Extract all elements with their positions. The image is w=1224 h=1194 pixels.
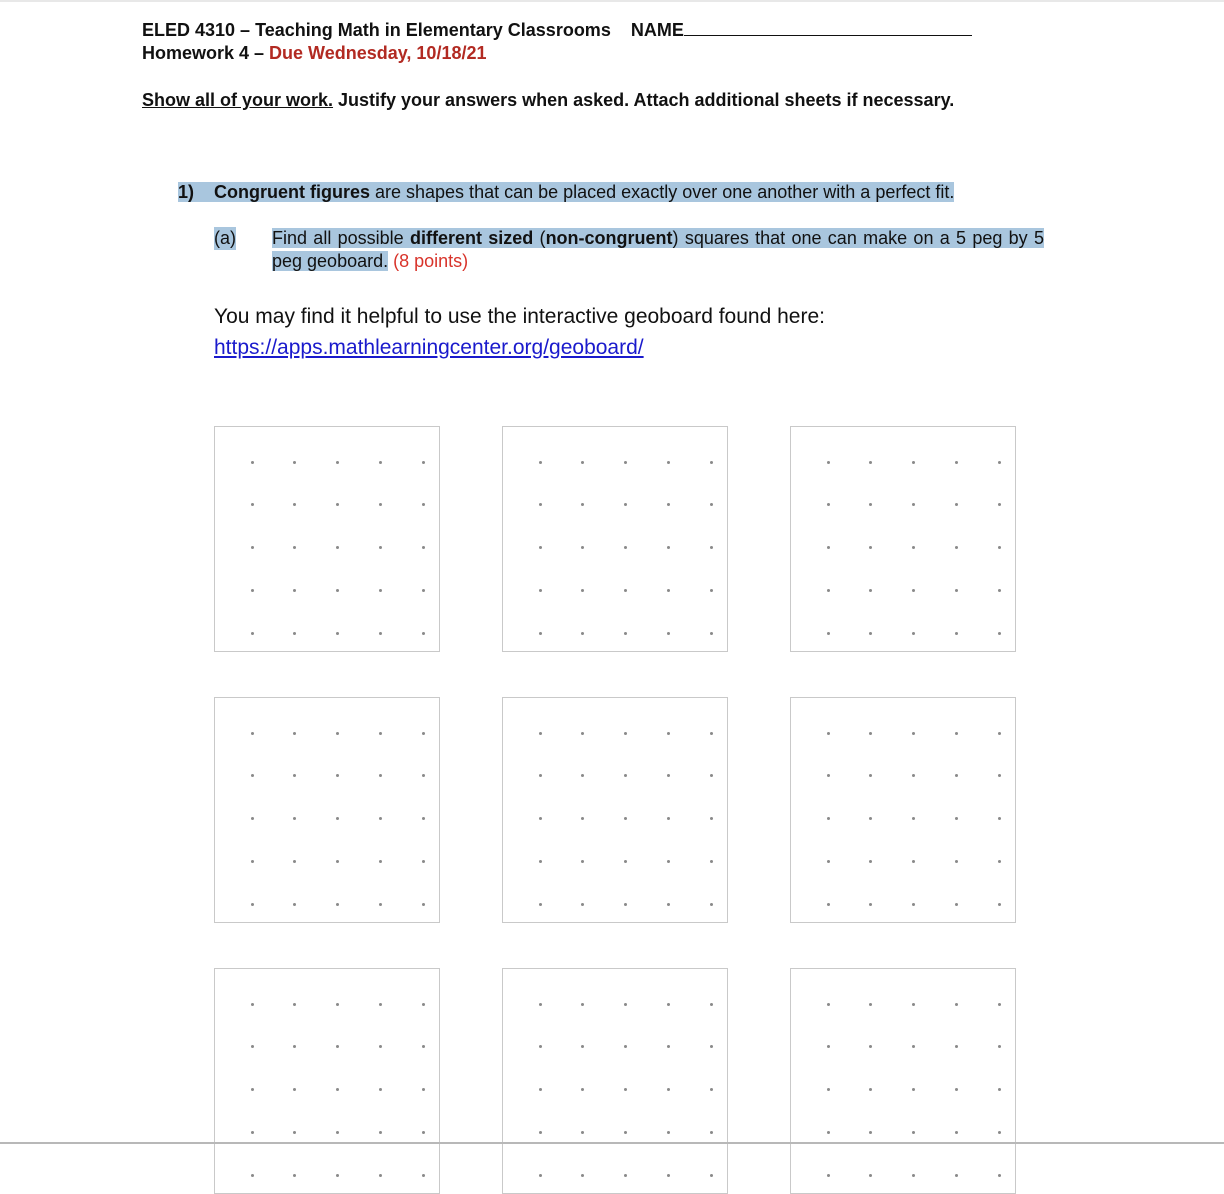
page-bottom-edge [0, 1142, 1224, 1144]
geoboard-peg [827, 1131, 830, 1134]
geoboard-peg [710, 860, 713, 863]
geoboard-peg [336, 1088, 339, 1091]
geoboard-peg [293, 546, 296, 549]
geoboard-peg [827, 732, 830, 735]
geoboard-peg [955, 903, 958, 906]
geoboard-peg [624, 461, 627, 464]
geoboard-peg [581, 817, 584, 820]
geoboard-peg [912, 1174, 915, 1177]
header-line-1 [142, 19, 972, 41]
geoboard-peg [827, 632, 830, 635]
geoboard-peg [624, 1174, 627, 1177]
geoboard-peg [912, 503, 915, 506]
geoboard-peg [581, 732, 584, 735]
geoboard-peg [624, 1045, 627, 1048]
geoboard-peg [998, 461, 1001, 464]
geoboard-peg [667, 1003, 670, 1006]
geoboard-peg [869, 732, 872, 735]
geoboard-peg [667, 503, 670, 506]
due-date: Due Wednesday, 10/18/21 [269, 43, 487, 63]
geoboard-peg [869, 632, 872, 635]
geoboard-peg [710, 774, 713, 777]
geoboard-peg [955, 546, 958, 549]
geoboard-peg [251, 1003, 254, 1006]
geoboard-peg [912, 1045, 915, 1048]
geoboard-peg [912, 461, 915, 464]
geoboard-peg [293, 903, 296, 906]
geoboard-peg [624, 817, 627, 820]
geoboard-peg [827, 903, 830, 906]
geoboard-peg [998, 632, 1001, 635]
geoboard-peg [667, 1045, 670, 1048]
geoboard-peg [827, 774, 830, 777]
geoboard-peg [336, 732, 339, 735]
geoboard-peg [539, 632, 542, 635]
geoboard-peg [624, 546, 627, 549]
geoboard-peg [251, 1045, 254, 1048]
geoboard-peg [336, 860, 339, 863]
geoboard[interactable] [502, 968, 728, 1194]
geoboard-peg [710, 1045, 713, 1048]
geoboard-peg [379, 817, 382, 820]
geoboard-peg [251, 1088, 254, 1091]
show-work-text: Show all of your work. [142, 90, 334, 110]
geoboard-peg [379, 461, 382, 464]
geoboard-peg [539, 732, 542, 735]
geoboard-peg [955, 589, 958, 592]
geoboard-peg [379, 589, 382, 592]
geoboard-peg [581, 1003, 584, 1006]
geoboard-peg [827, 589, 830, 592]
geoboard-peg [912, 1003, 915, 1006]
geoboard-peg [955, 1045, 958, 1048]
geoboard-peg [336, 632, 339, 635]
geoboard-peg [581, 632, 584, 635]
non-congruent-term: non-congruent [545, 228, 673, 248]
geoboard-peg [539, 589, 542, 592]
geoboard-peg [955, 860, 958, 863]
geoboard-peg [624, 860, 627, 863]
geoboard-peg [710, 817, 713, 820]
geoboard-peg [827, 503, 830, 506]
geoboard-peg [667, 546, 670, 549]
geoboard[interactable] [502, 697, 728, 923]
geoboard-peg [667, 817, 670, 820]
geoboard-peg [422, 1174, 425, 1177]
geoboard-peg [379, 503, 382, 506]
geoboard-peg [539, 503, 542, 506]
geoboard-peg [422, 632, 425, 635]
geoboard-peg [710, 503, 713, 506]
geoboard-peg [379, 1174, 382, 1177]
geoboard-peg [710, 1088, 713, 1091]
geoboard-peg [336, 503, 339, 506]
geoboard-peg [710, 903, 713, 906]
geoboard-peg [581, 774, 584, 777]
geoboard-peg [251, 461, 254, 464]
geoboard-peg [422, 461, 425, 464]
geoboard-peg [379, 1045, 382, 1048]
geoboard-peg [869, 1131, 872, 1134]
geoboard-peg [581, 1131, 584, 1134]
geoboard-peg [827, 1174, 830, 1177]
geoboard-peg [379, 903, 382, 906]
geoboard-peg [998, 1003, 1001, 1006]
geoboard-peg [998, 860, 1001, 863]
geoboard-peg [539, 546, 542, 549]
geoboard-peg [251, 589, 254, 592]
geoboard-peg [667, 903, 670, 906]
geoboard-peg [869, 774, 872, 777]
geoboard-peg [422, 1088, 425, 1091]
helper-text [214, 301, 825, 363]
geoboard-peg [869, 817, 872, 820]
geoboard-peg [293, 1088, 296, 1091]
name-label: NAME [630, 20, 684, 40]
geoboard-peg [710, 546, 713, 549]
instructions [142, 89, 972, 112]
geoboard-peg [251, 1174, 254, 1177]
geoboard-peg [869, 1174, 872, 1177]
geoboard[interactable] [214, 426, 440, 652]
geoboard-peg [710, 461, 713, 464]
geoboard-peg [422, 817, 425, 820]
geoboard-peg [998, 1174, 1001, 1177]
geoboard-peg [293, 1131, 296, 1134]
geoboard[interactable] [214, 697, 440, 923]
geoboard-peg [912, 732, 915, 735]
geoboard-peg [827, 461, 830, 464]
geoboard-peg [539, 1045, 542, 1048]
geoboard-peg [539, 461, 542, 464]
geoboard-peg [710, 632, 713, 635]
geoboard-peg [379, 1088, 382, 1091]
geoboard-peg [336, 1174, 339, 1177]
geoboard-peg [624, 1088, 627, 1091]
geoboard-peg [710, 1174, 713, 1177]
geoboard-peg [422, 546, 425, 549]
geoboard-peg [422, 589, 425, 592]
part-label: (a) [214, 228, 236, 248]
geoboard-peg [710, 1131, 713, 1134]
name-blank[interactable] [684, 19, 972, 36]
geoboard[interactable] [790, 426, 1016, 652]
geoboard-peg [624, 903, 627, 906]
geoboard-peg [251, 546, 254, 549]
geoboard-peg [624, 774, 627, 777]
geoboard-peg [379, 1003, 382, 1006]
geoboard-peg [293, 1174, 296, 1177]
geoboard-peg [336, 589, 339, 592]
geoboard-peg [710, 589, 713, 592]
geoboard-peg [827, 860, 830, 863]
geoboard[interactable] [502, 426, 728, 652]
geoboard-peg [955, 461, 958, 464]
geoboard-peg [998, 1088, 1001, 1091]
geoboard-peg [336, 903, 339, 906]
geoboard-peg [422, 732, 425, 735]
geoboard-peg [379, 1131, 382, 1134]
geoboard-peg [955, 1003, 958, 1006]
geoboard-peg [624, 1003, 627, 1006]
geoboard-peg [912, 1131, 915, 1134]
points-label: (8 points) [388, 251, 469, 271]
geoboard-peg [251, 632, 254, 635]
geoboard-peg [336, 774, 339, 777]
homework-label: Homework 4 – [142, 43, 270, 63]
geoboard-peg [955, 503, 958, 506]
geoboard-peg [539, 1174, 542, 1177]
geoboard-peg [869, 546, 872, 549]
geoboard-peg [955, 632, 958, 635]
question-definition: are shapes that can be placed exactly over one another with a perfect fit. [370, 182, 955, 202]
geoboard-peg [955, 1174, 958, 1177]
geoboard-peg [539, 860, 542, 863]
geoboard-peg [336, 1045, 339, 1048]
geoboard-peg [336, 817, 339, 820]
geoboard-peg [581, 1174, 584, 1177]
geoboard-peg [539, 1088, 542, 1091]
geoboard-peg [251, 860, 254, 863]
geoboard-peg [998, 903, 1001, 906]
geoboard-peg [955, 732, 958, 735]
instructions-rest: Justify your answers when asked. Attach additional sheets if necessary. [333, 90, 955, 110]
geoboard-peg [955, 1088, 958, 1091]
geoboard-peg [293, 732, 296, 735]
geoboard-peg [293, 503, 296, 506]
geoboard-peg [998, 732, 1001, 735]
geoboard-peg [667, 860, 670, 863]
geoboard-peg [581, 1045, 584, 1048]
geoboard-peg [251, 1131, 254, 1134]
geoboard-peg [998, 546, 1001, 549]
geoboard[interactable] [214, 968, 440, 1194]
geoboard-peg [912, 546, 915, 549]
geoboard-peg [422, 503, 425, 506]
geoboard-peg [998, 1045, 1001, 1048]
geoboard-peg [336, 1003, 339, 1006]
geoboard-peg [251, 817, 254, 820]
geoboard-peg [293, 1003, 296, 1006]
geoboard-peg [539, 1131, 542, 1134]
geoboard[interactable] [790, 968, 1016, 1194]
geoboard-peg [581, 860, 584, 863]
geoboard-peg [422, 1131, 425, 1134]
geoboard-peg [869, 1003, 872, 1006]
geoboard-peg [998, 774, 1001, 777]
geoboard-peg [710, 1003, 713, 1006]
geoboard-peg [422, 1003, 425, 1006]
geoboard-peg [293, 860, 296, 863]
geoboard-peg [539, 903, 542, 906]
geoboard-peg [869, 860, 872, 863]
geoboard-peg [827, 1003, 830, 1006]
geoboard-peg [251, 732, 254, 735]
geoboard-peg [581, 1088, 584, 1091]
geoboard-peg [912, 1088, 915, 1091]
geoboard-peg [869, 1045, 872, 1048]
geoboard-peg [955, 774, 958, 777]
geoboard-peg [251, 774, 254, 777]
geoboard-peg [293, 817, 296, 820]
geoboard-peg [624, 589, 627, 592]
geoboard-peg [955, 1131, 958, 1134]
geoboard-peg [912, 860, 915, 863]
header-line-2 [142, 42, 487, 64]
geoboard-peg [912, 817, 915, 820]
geoboard-peg [667, 1088, 670, 1091]
congruent-term: Congruent figures [214, 182, 370, 202]
geoboard-peg [955, 817, 958, 820]
geoboard-peg [251, 903, 254, 906]
geoboard-peg [624, 1131, 627, 1134]
geoboard-peg [667, 632, 670, 635]
geoboard-peg [379, 632, 382, 635]
geoboard-peg [869, 903, 872, 906]
geoboard-peg [869, 1088, 872, 1091]
geoboard-peg [422, 903, 425, 906]
geoboard-peg [869, 461, 872, 464]
geoboard-peg [912, 589, 915, 592]
geoboard-peg [293, 589, 296, 592]
geoboard-peg [827, 1045, 830, 1048]
geoboard-peg [827, 1088, 830, 1091]
geoboard-peg [293, 1045, 296, 1048]
part-text: Find all possible different sized (non-congruent) squares that one can make on a 5 peg by 5 peg geoboard. (8 points) [272, 228, 1044, 271]
geoboard-link[interactable]: https://apps.mathlearningcenter.org/geoboard/ [214, 336, 644, 359]
geoboard-peg [624, 503, 627, 506]
geoboard-peg [667, 589, 670, 592]
different-sized-term: different sized [409, 228, 534, 248]
geoboard-peg [624, 632, 627, 635]
helper-sentence: You may find it helpful to use the interactive geoboard found here: [214, 305, 825, 328]
course-title: ELED 4310 – Teaching Math in Elementary Classrooms [142, 20, 611, 40]
geoboard-peg [539, 1003, 542, 1006]
geoboard-peg [379, 546, 382, 549]
geoboard-peg [710, 732, 713, 735]
geoboard-peg [667, 1174, 670, 1177]
geoboard-peg [998, 817, 1001, 820]
geoboard-peg [869, 589, 872, 592]
geoboard-peg [581, 503, 584, 506]
geoboard-peg [422, 774, 425, 777]
geoboard-peg [827, 546, 830, 549]
question-number: 1) [178, 182, 195, 202]
geoboard-peg [379, 860, 382, 863]
geoboard-peg [998, 589, 1001, 592]
geoboard-peg [912, 774, 915, 777]
geoboard-peg [869, 503, 872, 506]
geoboard-peg [336, 461, 339, 464]
geoboard-peg [539, 817, 542, 820]
geoboard-peg [293, 632, 296, 635]
geoboard-peg [581, 546, 584, 549]
geoboard-peg [581, 461, 584, 464]
geoboard-peg [251, 503, 254, 506]
geoboard-peg [379, 732, 382, 735]
geoboard-peg [336, 1131, 339, 1134]
geoboard-peg [293, 774, 296, 777]
geoboard-peg [336, 546, 339, 549]
question-1 [178, 181, 954, 203]
geoboard-peg [667, 774, 670, 777]
geoboard-peg [581, 589, 584, 592]
geoboard-peg [624, 732, 627, 735]
geoboard-peg [827, 817, 830, 820]
geoboard-peg [998, 503, 1001, 506]
geoboard-peg [912, 903, 915, 906]
geoboard-peg [998, 1131, 1001, 1134]
geoboard-peg [667, 461, 670, 464]
geoboard-peg [667, 732, 670, 735]
geoboard-peg [379, 774, 382, 777]
geoboard-peg [539, 774, 542, 777]
geoboard-peg [422, 860, 425, 863]
geoboard-peg [581, 903, 584, 906]
geoboard[interactable] [790, 697, 1016, 923]
geoboard-peg [422, 1045, 425, 1048]
geoboard-peg [912, 632, 915, 635]
geoboard-peg [293, 461, 296, 464]
geoboard-peg [667, 1131, 670, 1134]
